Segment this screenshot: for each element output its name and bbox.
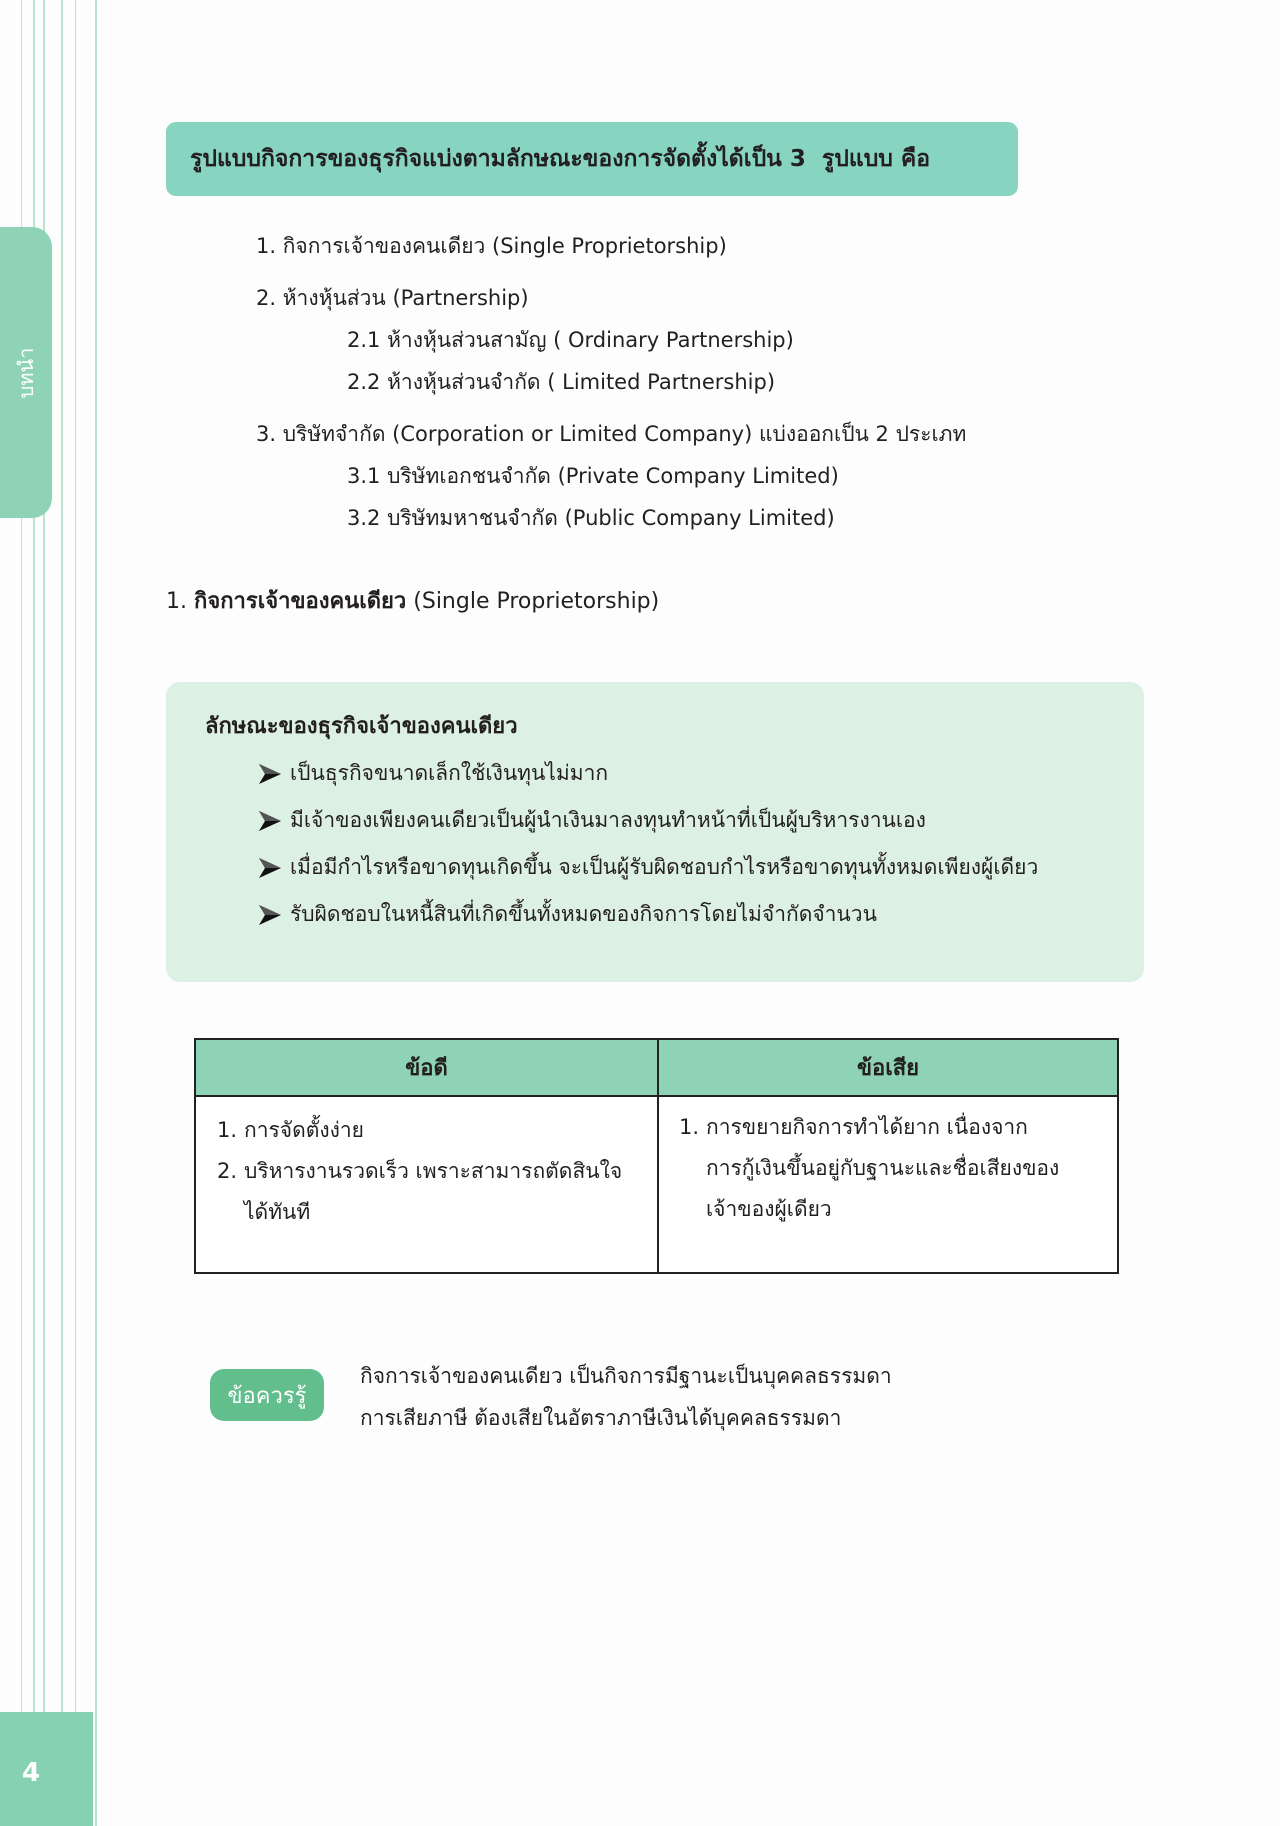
item-number: 1. xyxy=(679,1115,700,1139)
characteristic-item xyxy=(205,750,1144,797)
note-badge xyxy=(210,1369,324,1421)
arrow-bullet-icon xyxy=(258,763,282,785)
disadvantages-cell xyxy=(657,1097,1117,1272)
disadvantage-text: เจ้าของผู้เดียว xyxy=(706,1197,832,1221)
arrow-bullet-icon xyxy=(258,810,282,832)
advantages-cell xyxy=(196,1097,657,1272)
business-type-item xyxy=(256,225,1156,267)
header-title: รูปแบบกิจการของธุรกิจแบ่งตามลักษณะของการจัดตั้งได้เป็น 3 รูปแบบ คือ xyxy=(190,146,931,172)
business-subtype-label: 3.2 บริษัทมหาชนจำกัด (Public Company Limited) xyxy=(347,506,835,530)
note-text xyxy=(360,1355,892,1439)
table-header-row xyxy=(196,1040,1117,1097)
page-number-box xyxy=(0,1712,93,1826)
disadvantages-header: ข้อเสีย xyxy=(657,1040,1117,1095)
arrow-bullet-icon xyxy=(258,857,282,879)
item-number: 1. xyxy=(217,1118,238,1142)
advantage-item xyxy=(217,1151,657,1233)
chapter-tab-label: บทนำ xyxy=(14,347,38,398)
business-type-list xyxy=(256,225,1156,539)
section-title-english: (Single Proprietorship) xyxy=(413,589,660,614)
characteristic-item xyxy=(205,844,1144,891)
margin-stripe xyxy=(61,0,63,1826)
characteristic-text: มีเจ้าของเพียงคนเดียวเป็นผู้นำเงินมาลงทุนทำหน้าที่เป็นผู้บริหารงานเอง xyxy=(290,808,926,832)
business-subtype-label: 2.1 ห้างหุ้นส่วนสามัญ ( Ordinary Partnership) xyxy=(347,328,794,352)
business-type-label: 3. บริษัทจำกัด (Corporation or Limited Company) แบ่งออกเป็น 2 ประเภท xyxy=(256,422,967,446)
note-line: การเสียภาษี ต้องเสียในอัตราภาษีเงินได้บุคคลธรรมดา xyxy=(360,1406,842,1430)
characteristic-item xyxy=(205,797,1144,844)
header-bar xyxy=(166,122,1018,196)
advantage-item xyxy=(217,1110,657,1151)
business-type-label: 1. กิจการเจ้าของคนเดียว (Single Proprietorship) xyxy=(256,234,727,258)
characteristics-box xyxy=(166,682,1144,982)
section-heading xyxy=(166,581,659,623)
characteristic-text: รับผิดชอบในหนี้สินที่เกิดขึ้นทั้งหมดของกิจการโดยไม่จำกัดจำนวน xyxy=(290,902,877,926)
margin-stripe xyxy=(95,0,97,1826)
note-line: กิจการเจ้าของคนเดียว เป็นกิจการมีฐานะเป็นบุคคลธรรมดา xyxy=(360,1364,892,1388)
chapter-side-tab xyxy=(0,227,52,518)
table-row xyxy=(196,1097,1117,1272)
advantage-text: การจัดตั้งง่าย xyxy=(244,1118,364,1142)
pros-cons-table xyxy=(194,1038,1119,1274)
section-title: กิจการเจ้าของคนเดียว xyxy=(194,589,407,614)
page-number: 4 xyxy=(22,1758,41,1788)
note-badge-label: ข้อควรรู้ xyxy=(227,1383,307,1409)
section-number: 1. xyxy=(166,589,187,614)
characteristic-text: เมื่อมีกำไรหรือขาดทุนเกิดขึ้น จะเป็นผู้รับผิดชอบกำไรหรือขาดทุนทั้งหมดเพียงผู้เดียว xyxy=(290,855,1039,879)
business-subtype-label: 3.1 บริษัทเอกชนจำกัด (Private Company Limited) xyxy=(347,464,839,488)
characteristics-heading: ลักษณะของธุรกิจเจ้าของคนเดียว xyxy=(205,714,518,739)
business-subtype-label: 2.2 ห้างหุ้นส่วนจำกัด ( Limited Partnership) xyxy=(347,370,776,394)
margin-stripe xyxy=(75,0,76,1826)
business-type-label: 2. ห้างหุ้นส่วน (Partnership) xyxy=(256,286,529,310)
disadvantage-text: การขยายกิจการทำได้ยาก เนื่องจาก xyxy=(706,1115,1028,1139)
disadvantage-item xyxy=(679,1107,1117,1230)
business-type-item xyxy=(256,277,1156,403)
advantage-text: บริหารงานรวดเร็ว เพราะสามารถตัดสินใจ xyxy=(244,1159,623,1183)
business-type-item xyxy=(256,413,1156,539)
advantage-text: ได้ทันที xyxy=(244,1200,311,1224)
disadvantage-text: การกู้เงินขึ้นอยู่กับฐานะและชื่อเสียงของ xyxy=(706,1156,1060,1180)
characteristic-item xyxy=(205,891,1144,938)
arrow-bullet-icon xyxy=(258,904,282,926)
characteristic-text: เป็นธุรกิจขนาดเล็กใช้เงินทุนไม่มาก xyxy=(290,761,609,785)
advantages-header: ข้อดี xyxy=(405,1056,448,1081)
item-number: 2. xyxy=(217,1159,238,1183)
